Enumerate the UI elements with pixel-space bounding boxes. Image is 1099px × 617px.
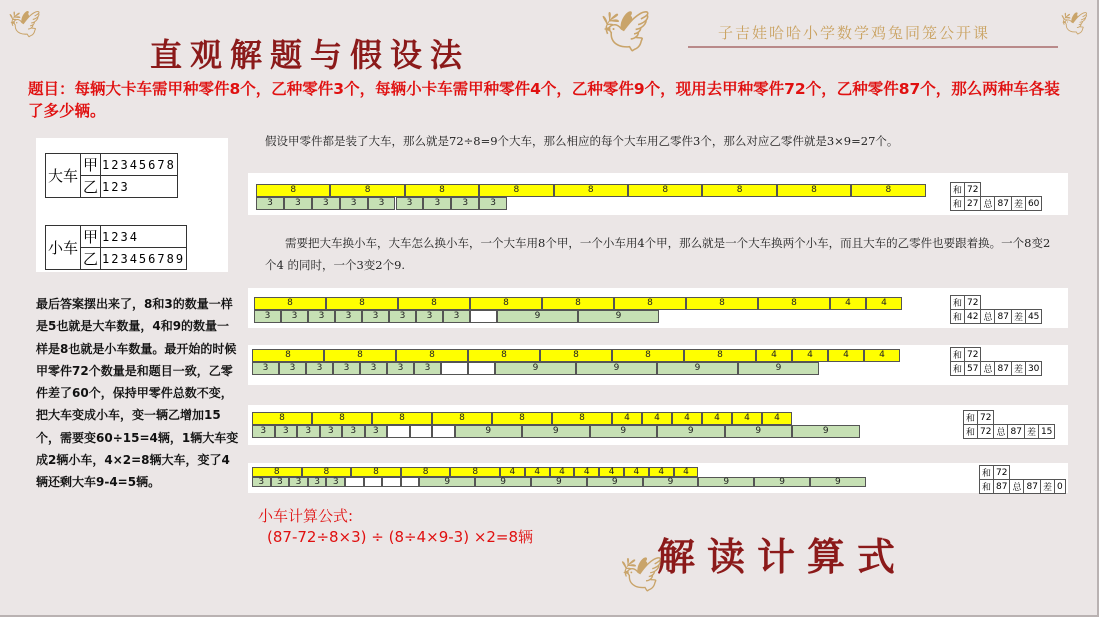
yi-segment: 3 <box>451 197 479 210</box>
yi-total: 57 <box>965 362 981 376</box>
yi-label: 乙 <box>81 248 101 270</box>
jia-segment: 8 <box>330 184 404 197</box>
yi-segment: 9 <box>754 477 810 487</box>
yi-segment: 3 <box>368 197 396 210</box>
zong-value: 87 <box>995 310 1011 324</box>
summary-table <box>950 182 1042 211</box>
yi-segment: 9 <box>698 477 754 487</box>
jia-segment: 4 <box>792 349 828 362</box>
cha-value: 30 <box>1025 362 1041 376</box>
he-label: 和 <box>964 411 978 425</box>
yi-segment: 9 <box>810 477 866 487</box>
page-title: 直观解题与假设法 <box>150 36 471 74</box>
yi-segment: 3 <box>320 425 343 438</box>
jia-segment: 8 <box>492 412 552 425</box>
yi-segment: 9 <box>455 425 523 438</box>
empty-segment <box>432 425 455 438</box>
yi-count: 123 <box>101 176 178 198</box>
jia-segment: 8 <box>628 184 702 197</box>
cha-label: 差 <box>1040 480 1054 494</box>
summary-table <box>950 347 1042 376</box>
yi-label: 乙 <box>81 176 101 198</box>
summary-table <box>979 465 1066 494</box>
empty-segment <box>382 477 401 487</box>
cha-value: 0 <box>1054 480 1065 494</box>
zong-label: 总 <box>981 197 995 211</box>
jia-segment: 8 <box>612 349 684 362</box>
jia-segment: 8 <box>450 467 500 477</box>
zong-label: 总 <box>994 425 1008 439</box>
jia-segment: 4 <box>599 467 624 477</box>
yi-segment: 9 <box>495 362 576 375</box>
jia-segment: 8 <box>312 412 372 425</box>
jia-count: 1234 <box>101 226 187 248</box>
jia-segment: 8 <box>777 184 851 197</box>
yi-segment: 3 <box>252 425 275 438</box>
yi-segment: 3 <box>479 197 507 210</box>
problem-text: 题目：每辆大卡车需甲种零件8个，乙种零件3个，每辆小卡车需甲种零件4个，乙种零件9个，现用去甲种零件72个，乙种零件87个，那么两种车各装了多少辆。 <box>28 80 1060 120</box>
empty-segment <box>345 477 364 487</box>
jia-segment: 4 <box>674 467 699 477</box>
empty-segment <box>410 425 433 438</box>
note-assumption: 假设甲零件都是装了大车，那么就是72÷8=9个大车，那么相应的每个大车用乙零件3个，那么对应乙零件就是3×9=27个。 <box>265 134 899 148</box>
he-label: 和 <box>951 183 965 197</box>
yi-segment: 3 <box>333 362 360 375</box>
jia-total: 72 <box>965 183 981 197</box>
yi-segment: 3 <box>284 197 312 210</box>
yi-segment: 3 <box>340 197 368 210</box>
empty-segment <box>470 310 497 323</box>
jia-segment: 4 <box>649 467 674 477</box>
jia-total: 72 <box>994 466 1010 480</box>
jia-segment: 8 <box>851 184 925 197</box>
jia-segment: 8 <box>351 467 401 477</box>
yi-total: 27 <box>965 197 981 211</box>
jia-segment: 8 <box>401 467 451 477</box>
yi-segment: 3 <box>281 310 308 323</box>
yi-segment: 3 <box>326 477 345 487</box>
jia-segment: 8 <box>252 467 302 477</box>
jia-segment: 8 <box>540 349 612 362</box>
jia-segment: 4 <box>642 412 672 425</box>
zong-value: 87 <box>1008 425 1024 439</box>
he-label: 和 <box>951 296 965 310</box>
jia-total: 72 <box>965 348 981 362</box>
jia-segment: 4 <box>864 349 900 362</box>
cha-value: 45 <box>1025 310 1041 324</box>
yi-segment: 3 <box>360 362 387 375</box>
yi-segment: 3 <box>308 310 335 323</box>
crane-decoration-icon: 🕊 <box>600 9 651 55</box>
jia-segment: 8 <box>326 297 398 310</box>
yi-segment: 3 <box>342 425 365 438</box>
he-label: 和 <box>951 348 965 362</box>
jia-segment: 8 <box>684 349 756 362</box>
jia-segment: 4 <box>500 467 525 477</box>
crane-decoration-icon: 🕊 <box>620 555 664 595</box>
formula: (87-72÷8×3) ÷ (8÷4×9-3) ×2=8辆 <box>267 528 534 546</box>
jia-segment: 4 <box>762 412 792 425</box>
empty-segment <box>387 425 410 438</box>
yi-segment: 3 <box>306 362 333 375</box>
jia-segment: 8 <box>758 297 830 310</box>
jia-count: 12345678 <box>101 154 178 176</box>
jia-segment: 8 <box>396 349 468 362</box>
yi-total: 87 <box>994 480 1010 494</box>
yi-segment: 9 <box>576 362 657 375</box>
explanation-text: 最后答案摆出来了，8和3的数量一样是5也就是大车数量，4和9的数量一样是8也就是小车数量。最开始的时候甲零件72个数量是和题目一致，乙零件差了60个，保持甲零件总数不变，把大车变成小车，变一辆乙增加15个，需要变60÷15=4辆，1辆大车变成2辆小车，4×2=8辆大车，变了4辆还剩大车9-4=5辆。 <box>36 297 239 490</box>
jia-segment: 4 <box>672 412 702 425</box>
yi-segment: 3 <box>254 310 281 323</box>
jia-segment: 8 <box>542 297 614 310</box>
yi-segment: 9 <box>792 425 860 438</box>
big-car-label: 大车 <box>46 154 81 198</box>
empty-segment <box>468 362 495 375</box>
yi-segment: 9 <box>738 362 819 375</box>
note-exchange: 需要把大车换小车，大车怎么换小车，一个大车用8个甲，一个小车用4个甲，那么就是一个大车换两个小车，而且大车的乙零件也要跟着换。一个8变2个4 的同时，一个3变2个9. <box>265 236 1051 272</box>
zong-value: 87 <box>995 197 1011 211</box>
cha-value: 60 <box>1025 197 1041 211</box>
crane-decoration-icon: 🕊 <box>8 10 42 40</box>
jia-segment: 4 <box>574 467 599 477</box>
yi-segment: 3 <box>289 477 308 487</box>
yi-segment: 3 <box>312 197 340 210</box>
yi-segment: 3 <box>389 310 416 323</box>
zong-label: 总 <box>981 310 995 324</box>
yi-segment: 9 <box>531 477 587 487</box>
jia-total: 72 <box>965 296 981 310</box>
yi-segment: 9 <box>657 425 725 438</box>
zong-label: 总 <box>1010 480 1024 494</box>
empty-segment <box>441 362 468 375</box>
he-label: 和 <box>980 480 994 494</box>
jia-segment: 4 <box>828 349 864 362</box>
jia-segment: 4 <box>624 467 649 477</box>
jia-segment: 4 <box>732 412 762 425</box>
yi-segment: 9 <box>657 362 738 375</box>
jia-segment: 4 <box>702 412 732 425</box>
jia-segment: 4 <box>830 297 866 310</box>
yi-segment: 3 <box>416 310 443 323</box>
jia-label: 甲 <box>81 154 101 176</box>
yi-count: 123456789 <box>101 248 187 270</box>
he-label: 和 <box>951 310 965 324</box>
jia-segment: 8 <box>686 297 758 310</box>
yi-segment: 3 <box>308 477 327 487</box>
yi-segment: 3 <box>387 362 414 375</box>
jia-segment: 4 <box>612 412 642 425</box>
cha-label: 差 <box>1011 310 1025 324</box>
empty-segment <box>401 477 420 487</box>
small-car-table <box>45 225 187 270</box>
jia-segment: 8 <box>252 412 312 425</box>
big-car-table <box>45 153 178 198</box>
jia-segment: 8 <box>552 412 612 425</box>
jia-segment: 8 <box>468 349 540 362</box>
zong-value: 87 <box>995 362 1011 376</box>
yi-segment: 3 <box>414 362 441 375</box>
yi-segment: 3 <box>279 362 306 375</box>
jia-segment: 8 <box>702 184 776 197</box>
jia-segment: 4 <box>756 349 792 362</box>
yi-segment: 9 <box>522 425 590 438</box>
jia-segment: 8 <box>432 412 492 425</box>
yi-segment: 3 <box>335 310 362 323</box>
jia-segment: 8 <box>256 184 330 197</box>
jia-segment: 8 <box>405 184 479 197</box>
jia-total: 72 <box>978 411 994 425</box>
yi-segment: 3 <box>271 477 290 487</box>
yi-segment: 3 <box>362 310 389 323</box>
yi-segment: 3 <box>252 362 279 375</box>
yi-segment: 9 <box>419 477 475 487</box>
zong-label: 总 <box>981 362 995 376</box>
yi-segment: 3 <box>443 310 470 323</box>
he-label: 和 <box>951 197 965 211</box>
jia-segment: 4 <box>525 467 550 477</box>
yi-segment: 9 <box>590 425 658 438</box>
jiedu-title: 解读计算式 <box>657 534 908 579</box>
yi-segment: 9 <box>475 477 531 487</box>
he-label: 和 <box>980 466 994 480</box>
zong-value: 87 <box>1024 480 1040 494</box>
yi-segment: 9 <box>725 425 793 438</box>
yi-total: 72 <box>978 425 994 439</box>
crane-decoration-icon: 🕊 <box>1060 12 1088 37</box>
yi-segment: 3 <box>423 197 451 210</box>
jia-segment: 8 <box>324 349 396 362</box>
yi-segment: 3 <box>275 425 298 438</box>
jia-segment: 8 <box>252 349 324 362</box>
jia-segment: 8 <box>554 184 628 197</box>
yi-segment: 3 <box>256 197 284 210</box>
jia-segment: 8 <box>372 412 432 425</box>
yi-total: 42 <box>965 310 981 324</box>
jia-segment: 8 <box>302 467 352 477</box>
cha-label: 差 <box>1011 197 1025 211</box>
jia-label: 甲 <box>81 226 101 248</box>
yi-segment: 3 <box>252 477 271 487</box>
summary-table <box>950 295 1042 324</box>
small-car-label: 小车 <box>46 226 81 270</box>
yi-segment: 9 <box>643 477 699 487</box>
jia-segment: 8 <box>254 297 326 310</box>
header-subtitle: 子吉娃哈哈小学数学鸡兔同笼公开课 <box>718 24 991 42</box>
cha-label: 差 <box>1024 425 1038 439</box>
yi-segment: 9 <box>497 310 578 323</box>
jia-segment: 8 <box>398 297 470 310</box>
jia-segment: 4 <box>866 297 902 310</box>
jia-segment: 8 <box>614 297 686 310</box>
yi-segment: 3 <box>365 425 388 438</box>
yi-segment: 3 <box>396 197 424 210</box>
summary-table <box>963 410 1055 439</box>
yi-segment: 3 <box>297 425 320 438</box>
yi-segment: 9 <box>587 477 643 487</box>
yi-segment: 9 <box>578 310 659 323</box>
he-label: 和 <box>964 425 978 439</box>
cha-label: 差 <box>1011 362 1025 376</box>
jia-segment: 8 <box>479 184 553 197</box>
jia-segment: 4 <box>550 467 575 477</box>
header-divider <box>688 46 1058 48</box>
jia-segment: 8 <box>470 297 542 310</box>
empty-segment <box>364 477 383 487</box>
formula-title: 小车计算公式: <box>258 507 354 525</box>
cha-value: 15 <box>1038 425 1054 439</box>
he-label: 和 <box>951 362 965 376</box>
